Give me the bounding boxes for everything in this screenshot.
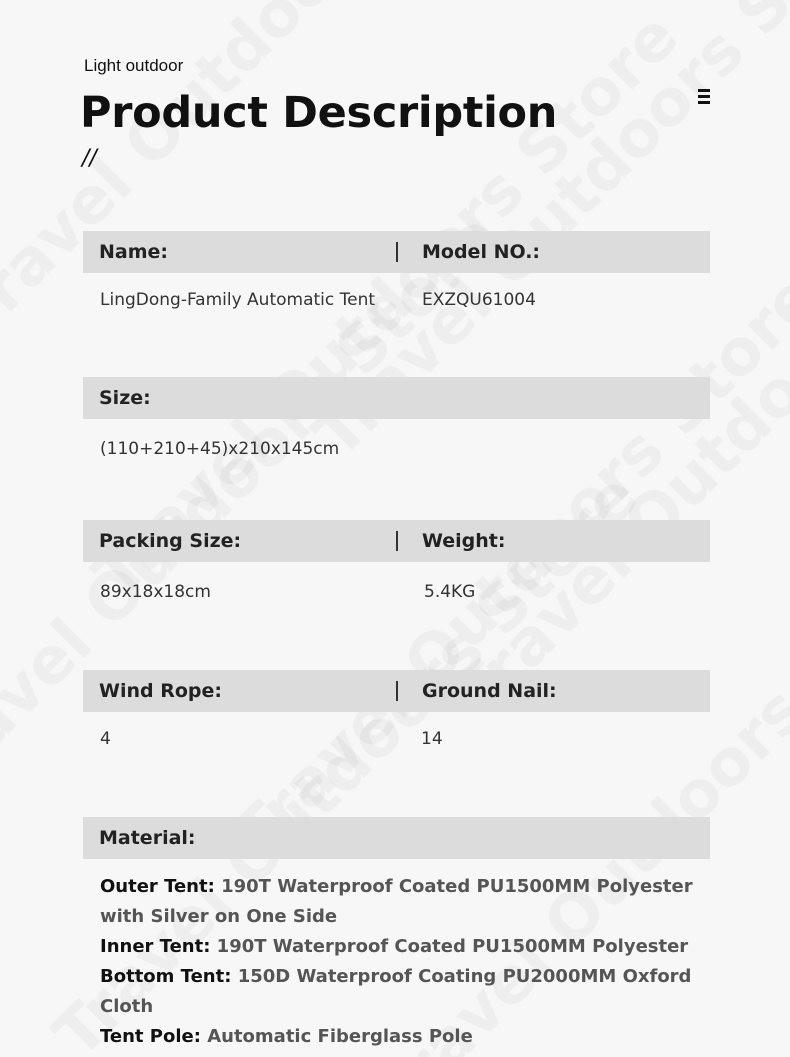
size-label: Size:	[99, 387, 151, 409]
material-value: 150D Waterproof Coating PU2000MM Oxford Cloth	[100, 966, 692, 1017]
size-value: (110+210+45)x210x145cm	[100, 439, 340, 459]
header-separator	[396, 531, 398, 551]
ground-nail-value: 14	[421, 729, 443, 749]
material-key: Outer Tent:	[100, 876, 215, 897]
header-separator	[396, 681, 398, 701]
material-line	[100, 902, 730, 932]
weight-label: Weight:	[422, 530, 506, 552]
spec-header-packing-weight	[83, 520, 710, 562]
menu-icon[interactable]	[698, 89, 710, 105]
weight-value: 5.4KG	[424, 582, 476, 602]
packing-size-value: 89x18x18cm	[100, 582, 211, 602]
menu-icon-line	[698, 95, 710, 98]
ground-nail-label: Ground Nail:	[422, 680, 557, 702]
material-key: Tent Pole:	[100, 1026, 201, 1047]
material-key: Bottom Tent:	[100, 966, 232, 987]
material-label: Material:	[99, 827, 196, 849]
header-separator	[396, 242, 398, 262]
model-value: EXZQU61004	[422, 290, 536, 310]
wind-rope-value: 4	[100, 729, 111, 749]
spec-header-rope-nail	[83, 670, 710, 712]
material-line	[100, 1022, 730, 1052]
page-title: Product Description	[80, 88, 558, 138]
material-line	[100, 932, 730, 962]
watermark-text	[220, 260, 790, 873]
wind-rope-label: Wind Rope:	[99, 680, 222, 702]
material-line	[100, 962, 730, 1022]
material-value: with Silver on One Side	[100, 906, 338, 927]
material-value: 190T Waterproof Coated PU1500MM Polyester	[216, 936, 689, 957]
material-list	[100, 872, 730, 1052]
name-label: Name:	[99, 241, 169, 263]
watermark-text	[440, 120, 790, 733]
material-line	[100, 872, 730, 902]
packing-size-label: Packing Size:	[99, 530, 242, 552]
model-label: Model NO.:	[422, 241, 541, 263]
spec-header-size	[83, 377, 710, 419]
name-value: LingDong-Family Automatic Tent	[100, 290, 376, 310]
material-value: 190T Waterproof Coated PU1500MM Polyester	[221, 876, 693, 897]
menu-icon-line	[698, 89, 710, 92]
material-value: Automatic Fiberglass Pole	[207, 1026, 473, 1047]
spec-header-material	[83, 817, 710, 859]
spec-header-name-model	[83, 231, 710, 273]
menu-icon-line	[698, 101, 710, 104]
title-decoration: //	[82, 146, 97, 171]
brand-label: Light outdoor	[84, 56, 184, 75]
material-key: Inner Tent:	[100, 936, 211, 957]
